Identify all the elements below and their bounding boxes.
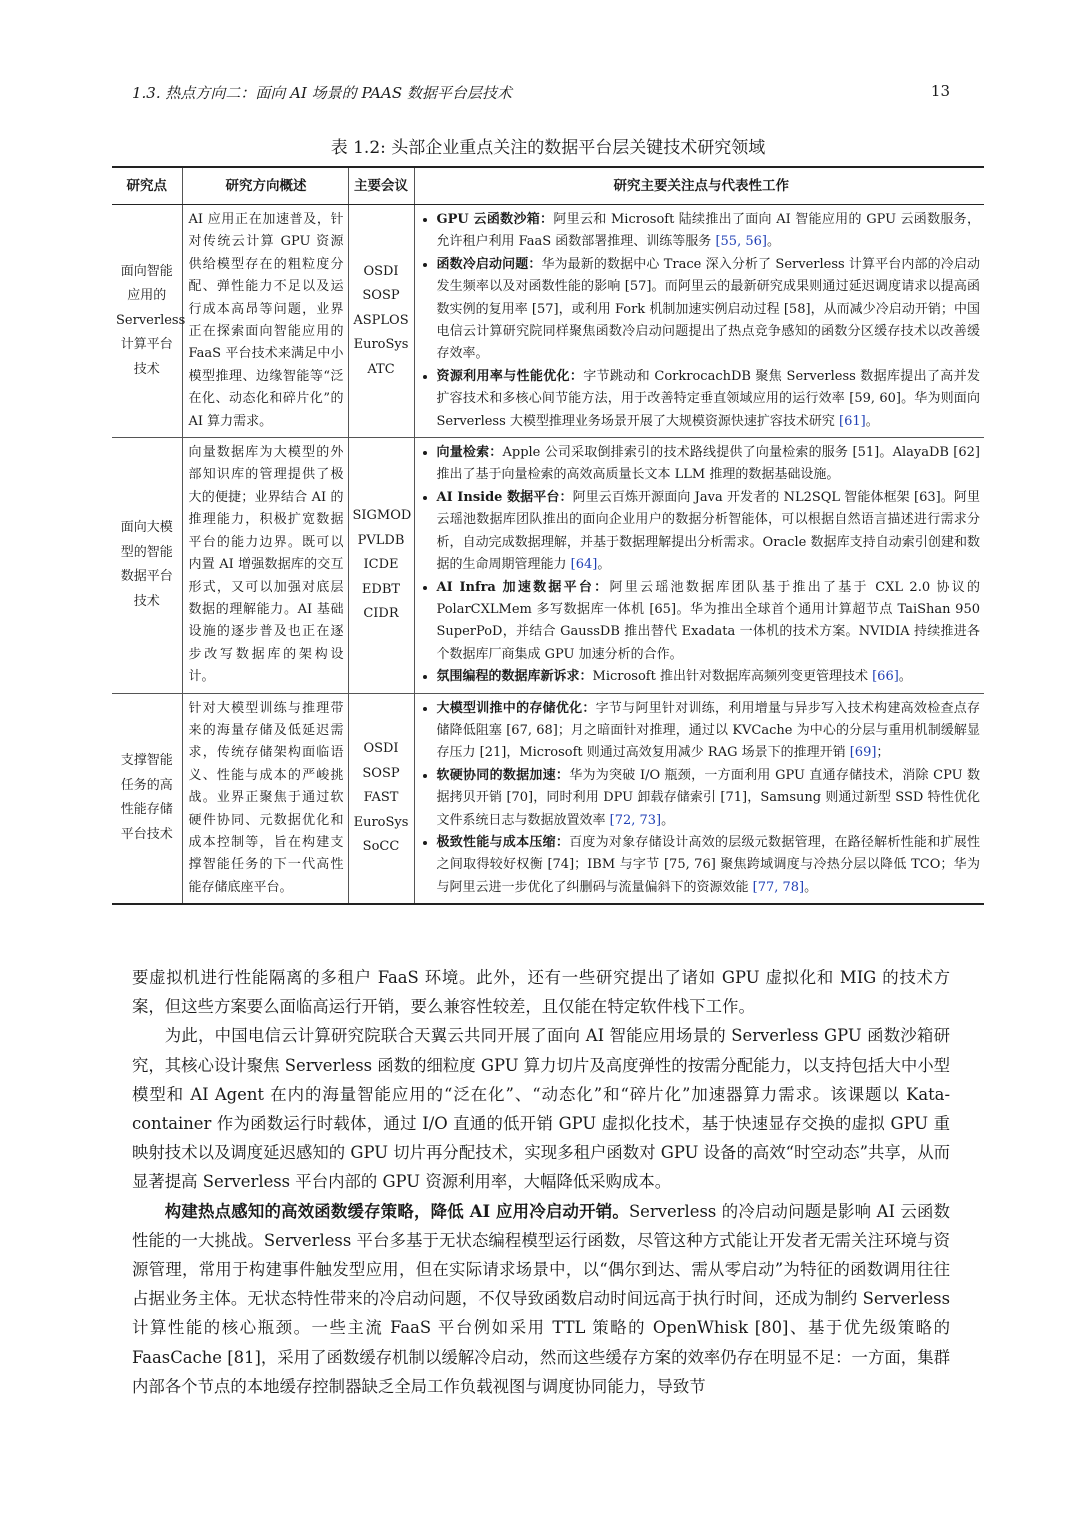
focus-item-title: 大模型训推中的存储优化：: [436, 700, 596, 716]
focus-item-tail: 。: [865, 413, 879, 429]
research-area: 支撑智能任务的高性能存储平台技术: [112, 693, 182, 904]
focus-points: [414, 205, 984, 438]
venue-list: [348, 438, 414, 693]
focus-item: [437, 487, 981, 577]
table-caption: 表 1.2: 头部企业重点关注的数据平台层关键技术研究领域: [330, 138, 766, 158]
citation[interactable]: [69]: [849, 745, 877, 761]
citation[interactable]: [61]: [839, 413, 866, 429]
paragraph: 为此，中国电信云计算研究院联合天翼云共同开展了面向 AI 智能应用场景的 Serverless GPU 函数沙箱研究，其核心设计聚焦 Serverless 函数的细粒度 GPU 算力切片及高度弹性的按需分配能力，以支持包括大中小型模型和 AI Agent 在内的海量智能应用的“泛在化”、“动态化”和“碎片化”加速器算力需求。该课题以 Kata-container 作为函数运行时载体，通过 I/O 直通的低开销 GPU 虚拟化技术，基于快速显存交换的虚拟 GPU 重映射技术以及调度延迟感知的 GPU 切片再分配技术，实现多租户函数对 GPU 设备的高效“时空动态”共享，从而显著提高 Serverless 平台内部的 GPU 资源利用率，大幅降低采购成本。: [132, 1026, 950, 1192]
venue: OSDI: [363, 263, 399, 279]
venue: EDBT: [361, 581, 401, 597]
focus-item: [437, 698, 981, 765]
focus-item-text: Apple 公司采取倒排索引的技术路线提供了向量检索的服务 [51]。AlayaDB [62] 推出了基于向量检索的高效高质量长文本 LLM 推理的数据基础设施。: [436, 445, 980, 483]
citation[interactable]: [64]: [570, 557, 598, 573]
focus-item-text: 字节跳动和 CorkrocachDB 聚焦 Serverless 数据库提出了高并发扩容技术和多核心间节能方法，用于改善特定垂直领域应用的运行效率 [59, 60]。华为则面向 Serverless 大模型推理业务场景开展了大规模资源快速扩容技术研究: [436, 368, 980, 429]
focus-item-title: 向量检索：: [436, 445, 503, 461]
focus-item-tail: 。: [898, 669, 912, 685]
column-header: 研究方向概述: [182, 167, 348, 205]
citation[interactable]: [77, 78]: [752, 879, 805, 895]
column-header: 主要会议: [348, 167, 414, 205]
venue: SIGMOD: [352, 508, 412, 524]
venue-list: [348, 693, 414, 904]
column-header: 研究点: [112, 167, 182, 205]
venue-list: [348, 205, 414, 438]
table-header-row: [112, 167, 984, 205]
venue: SOSP: [362, 765, 400, 781]
table-row: [112, 693, 984, 904]
focus-item: [437, 666, 981, 688]
focus-item-text: 百度为对象存储设计高效的层级元数据管理，在路径解析性能和扩展性之间取得较好权衡 [74]；IBM 与字节 [75, 76] 聚焦跨域调度与冷热分层以降低 TCO；华为与阿里云进一步优化了纠删码与流量偏斜下的资源效能: [436, 834, 980, 895]
focus-item-title: 氛围编程的数据库新诉求：: [436, 669, 593, 685]
focus-item: [437, 765, 981, 832]
focus-item: [437, 832, 981, 899]
focus-item: [437, 442, 981, 487]
focus-item-text: 阿里云百炼开源面向 Java 开发者的 NL2SQL 智能体框架 [63]。阿里云瑶池数据库团队推出的面向企业用户的数据分析智能体，可以根据自然语言描述进行需求分析，自动完成数据理解，并基于数据理解提出分析需求。Oracle 数据库支持自动索引创建和数据的生命周期管理能力: [436, 489, 980, 573]
venue: EuroSys: [353, 337, 409, 353]
focus-item-title: 软硬协同的数据加速：: [436, 767, 570, 783]
focus-item-title: 资源利用率与性能优化：: [436, 368, 584, 384]
venue: FAST: [363, 790, 399, 806]
section-title: 1.3. 热点方向二：面向 AI 场景的 PAAS 数据平台层技术: [132, 84, 512, 102]
focus-item-text: 华为最新的数据中心 Trace 深入分析了 Serverless 计算平台内部的冷启动发生频率以及对函数性能的影响 [57]。而阿里云的最新研究成果则通过延迟调度请求以提高函数实例的复用率 [57]，或利用 Fork 机制加速实例启动过程 [58]，从而减少冷启动开销；中国电信云计算研究院同样聚焦函数冷启动问题提出了热点竞争感知的函数分区缓存技术以改善缓存效率。: [436, 256, 980, 362]
focus-item-text: 阿里云瑶池数据库团队基于推出了基于 CXL 2.0 协议的 PolarCXLMem 多写数据库一体机 [65]。华为推出全球首个通用计算超节点 TaiShan 950 SuperPoD，并结合 GaussDB 推出替代 Exadata 一体机的技术方案。NVIDIA 持续推进各个数据库厂商集成 GPU 加速分析的合作。: [436, 579, 980, 662]
focus-item-title: GPU 云函数沙箱：: [436, 212, 554, 227]
paragraph-lead: 构建热点感知的高效函数缓存策略，降低 AI 应用冷启动开销。: [164, 1201, 629, 1221]
citation[interactable]: [55, 56]: [715, 234, 767, 250]
citation[interactable]: [72, 73]: [609, 812, 662, 828]
focus-item-tail: 。: [804, 879, 818, 895]
table-row: [112, 205, 984, 438]
focus-item-text: 阿里云和 Microsoft 陆续推出了面向 AI 智能应用的 GPU 云函数服务，允许租户利用 FaaS 函数部署推理、训练等服务: [436, 212, 980, 250]
table-row: [112, 438, 984, 693]
focus-item-title: 极致性能与成本压缩：: [436, 834, 570, 850]
paragraph: [132, 1197, 950, 1401]
focus-item: [437, 209, 981, 254]
research-area: 面向大模型的智能数据平台技术: [112, 438, 182, 693]
paragraph: 要虚拟机进行性能隔离的多租户 FaaS 环境。此外，还有一些研究提出了诸如 GPU 虚拟化和 MIG 的技术方案，但这些方案要么面临高运行开销，要么兼容性较差，且仅能在特定软件栈下工作。: [132, 968, 950, 1017]
focus-item-tail: 。: [766, 234, 780, 250]
venue: OSDI: [363, 741, 399, 757]
focus-item-tail: 。: [661, 812, 675, 828]
research-overview: 向量数据库为大模型的外部知识库的管理提供了极大的便捷；业界结合 AI 的推理能力，积极扩宽数据平台的能力边界。既可以内置 AI 增强数据库的交互形式，又可以加强对底层数据的理解能力。AI 基础设施的逐步普及也正在逐步改写数据库的架构设计。: [182, 438, 348, 693]
venue: ATC: [367, 361, 395, 377]
focus-item: [437, 577, 981, 667]
citation[interactable]: [66]: [872, 669, 899, 685]
research-overview: AI 应用正在加速普及，针对传统云计算 GPU 资源供给模型存在的粗粒度分配、弹性能力不足以及运行成本高昂等问题，业界正在探索面向智能应用的 FaaS 平台技术来满足中小模型推理、边缘智能等“泛在化、动态化和碎片化”的 AI 算力需求。: [182, 205, 348, 438]
venue: PVLDB: [357, 532, 405, 548]
focus-item: [437, 366, 981, 433]
focus-item-tail: ；: [876, 745, 890, 761]
running-header: [132, 82, 950, 103]
venue: ASPLOS: [353, 312, 409, 328]
focus-item-title: AI Infra 加速数据平台：: [436, 579, 610, 595]
venue: SoCC: [362, 839, 400, 855]
focus-item-title: AI Inside 数据平台：: [436, 489, 573, 505]
research-area: 面向智能应用的Serverless计算平台技术: [112, 205, 182, 438]
body-text: [132, 963, 950, 1401]
focus-item-text: Microsoft 推出针对数据库高频列变更管理技术: [592, 669, 873, 685]
focus-item: [437, 254, 981, 366]
focus-item-text: 字节与阿里针对训练，利用增量与异步写入技术构建高效检查点存储降低阻塞 [67, 68]；月之暗面针对推理，通过以 KVCache 为中心的分层与重用机制缓解显存压力 [21]，Microsoft 则通过高效复用减少 RAG 场景下的推理开销: [436, 700, 980, 761]
paragraph-text: Serverless 的冷启动问题是影响 AI 云函数性能的一大挑战。Serverless 平台多基于无状态编程模型运行函数，尽管这种方式能让开发者无需关注环境与资源管理，常用于构建事件触发型应用，但在实际请求场景中，以“偶尔到达、需从零启动”为特征的函数调用往往占据业务主体。无状态特性带来的冷启动问题，不仅导致函数启动时间远高于执行时间，还成为制约 Serverless 计算性能的核心瓶颈。一些主流 FaaS 平台例如采用 TTL 策略的 OpenWhisk [80]、基于优先级策略的 FaasCache [81]，采用了函数缓存机制以缓解冷启动，然而这些缓存方案的效率仍存在明显不足：一方面，集群内部各个节点的本地缓存控制器缺乏全局工作负载视图与调度协同能力，导致节: [132, 1201, 951, 1396]
research-overview: 针对大模型训练与推理带来的海量存储及低延迟需求，传统存储架构面临语义、性能与成本的严峻挑战。业界正聚焦于通过软硬件协同、元数据优化和成本控制等，旨在构建支撑智能任务的下一代高性能存储底座平台。: [182, 693, 348, 904]
venue: EuroSys: [353, 814, 409, 830]
focus-item-text: 华为为突破 I/O 瓶颈，一方面利用 GPU 直通存储技术，消除 CPU 数据拷贝开销 [70]，同时利用 DPU 卸载存储索引 [71]，Samsung 则通过新型 SSD 特性优化文件系统日志与数据放置效率: [436, 767, 980, 828]
research-table: [112, 166, 984, 905]
venue: SOSP: [362, 288, 400, 304]
venue: ICDE: [363, 557, 399, 573]
venue: CIDR: [363, 606, 399, 622]
focus-points: [414, 438, 984, 693]
focus-points: [414, 693, 984, 904]
column-header: 研究主要关注点与代表性工作: [414, 167, 984, 205]
focus-item-title: 函数冷启动问题：: [436, 256, 542, 272]
page-number: 13: [930, 82, 950, 100]
focus-item-tail: 。: [597, 557, 611, 573]
